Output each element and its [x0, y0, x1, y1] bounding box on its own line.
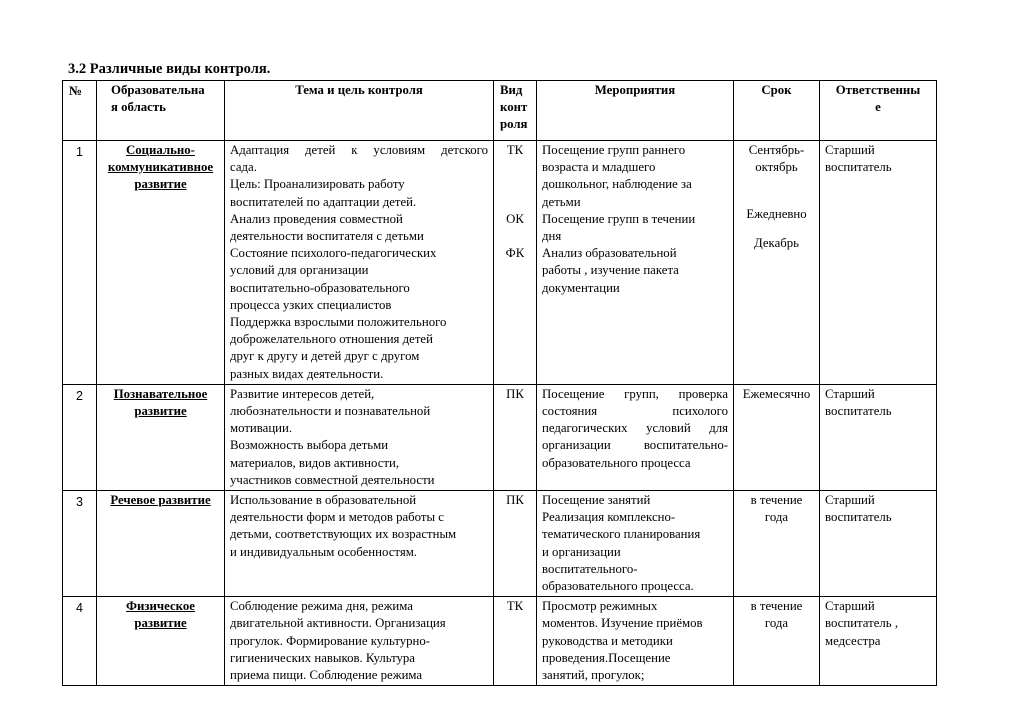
row-events: Посещение групп раннего возраста и младшего дошкольног, наблюдение за детьми Посещение групп в течении дня Анализ образовательной работы , изучение пакета документации — [537, 141, 734, 385]
section-title: 3.2 Различные виды контроля. — [68, 61, 271, 77]
header-resp: Ответственны е — [820, 81, 937, 141]
header-type: Вид конт роля — [494, 81, 537, 141]
header-area: Образовательна я область — [97, 81, 225, 141]
header-term: Срок — [734, 81, 820, 141]
row-term: в течение года — [734, 491, 820, 597]
row-control-type: ПК — [494, 491, 537, 597]
table-row — [63, 491, 937, 597]
row-events: Посещение занятий Реализация комплексно- тематического планирования и организации воспитательного- образовательного процесса. — [537, 491, 734, 597]
row-term: Ежемесячно — [734, 384, 820, 490]
row-responsible: Старший воспитатель — [820, 384, 937, 490]
control-table — [62, 80, 937, 686]
row-responsible: Старший воспитатель , медсестра — [820, 597, 937, 686]
row-area: Физическое развитие — [97, 597, 225, 686]
row-responsible: Старший воспитатель — [820, 141, 937, 385]
row-control-type: ТК — [494, 597, 537, 686]
row-term: Сентябрь- октябрь Ежедневно Декабрь — [734, 141, 820, 385]
table-row — [63, 141, 937, 385]
row-num: 2 — [63, 384, 97, 490]
row-events: Посещение групп, проверка состояния психолого педагогических условий для организации воспитательно- образовательного процесса — [537, 384, 734, 490]
row-num: 4 — [63, 597, 97, 686]
table-row — [63, 597, 937, 686]
row-topic: Соблюдение режима дня, режима двигательной активности. Организация прогулок. Формирование культурно- гигиенических навыков. Культура приема пищи. Соблюдение режима — [225, 597, 494, 686]
header-num: № — [63, 81, 97, 141]
table-row — [63, 384, 937, 490]
row-num: 1 — [63, 141, 97, 385]
header-row — [63, 81, 937, 141]
row-topic: Адаптация детей к условиям детского сада. Цель: Проанализировать работу воспитателей по адаптации детей. Анализ проведения совместной деятельности воспитателя с детьми Состояние психолого-педагогических условий для организации воспитательно-образовательного процесса узких специалистов Поддержка взрослыми положительного доброжелательного отношения детей друг к другу и детей друг с другом разных видах деятельности. — [225, 141, 494, 385]
row-responsible: Старший воспитатель — [820, 491, 937, 597]
row-num: 3 — [63, 491, 97, 597]
header-events: Мероприятия — [537, 81, 734, 141]
row-topic: Развитие интересов детей, любознательности и познавательной мотивации. Возможность выбора детьми материалов, видов активности, участников совместной деятельности — [225, 384, 494, 490]
row-area: Речевое развитие — [97, 491, 225, 597]
row-control-type: ПК — [494, 384, 537, 490]
row-control-type: ТК ОК ФК — [494, 141, 537, 385]
row-events: Просмотр режимных моментов. Изучение приёмов руководства и методики проведения.Посещение занятий, прогулок; — [537, 597, 734, 686]
row-area: Познавательное развитие — [97, 384, 225, 490]
row-topic: Использование в образовательной деятельности форм и методов работы с детьми, соответствующих их возрастным и индивидуальным особенностям. — [225, 491, 494, 597]
row-term: в течение года — [734, 597, 820, 686]
row-area: Социально- коммуникативное развитие — [97, 141, 225, 385]
header-topic: Тема и цель контроля — [225, 81, 494, 141]
